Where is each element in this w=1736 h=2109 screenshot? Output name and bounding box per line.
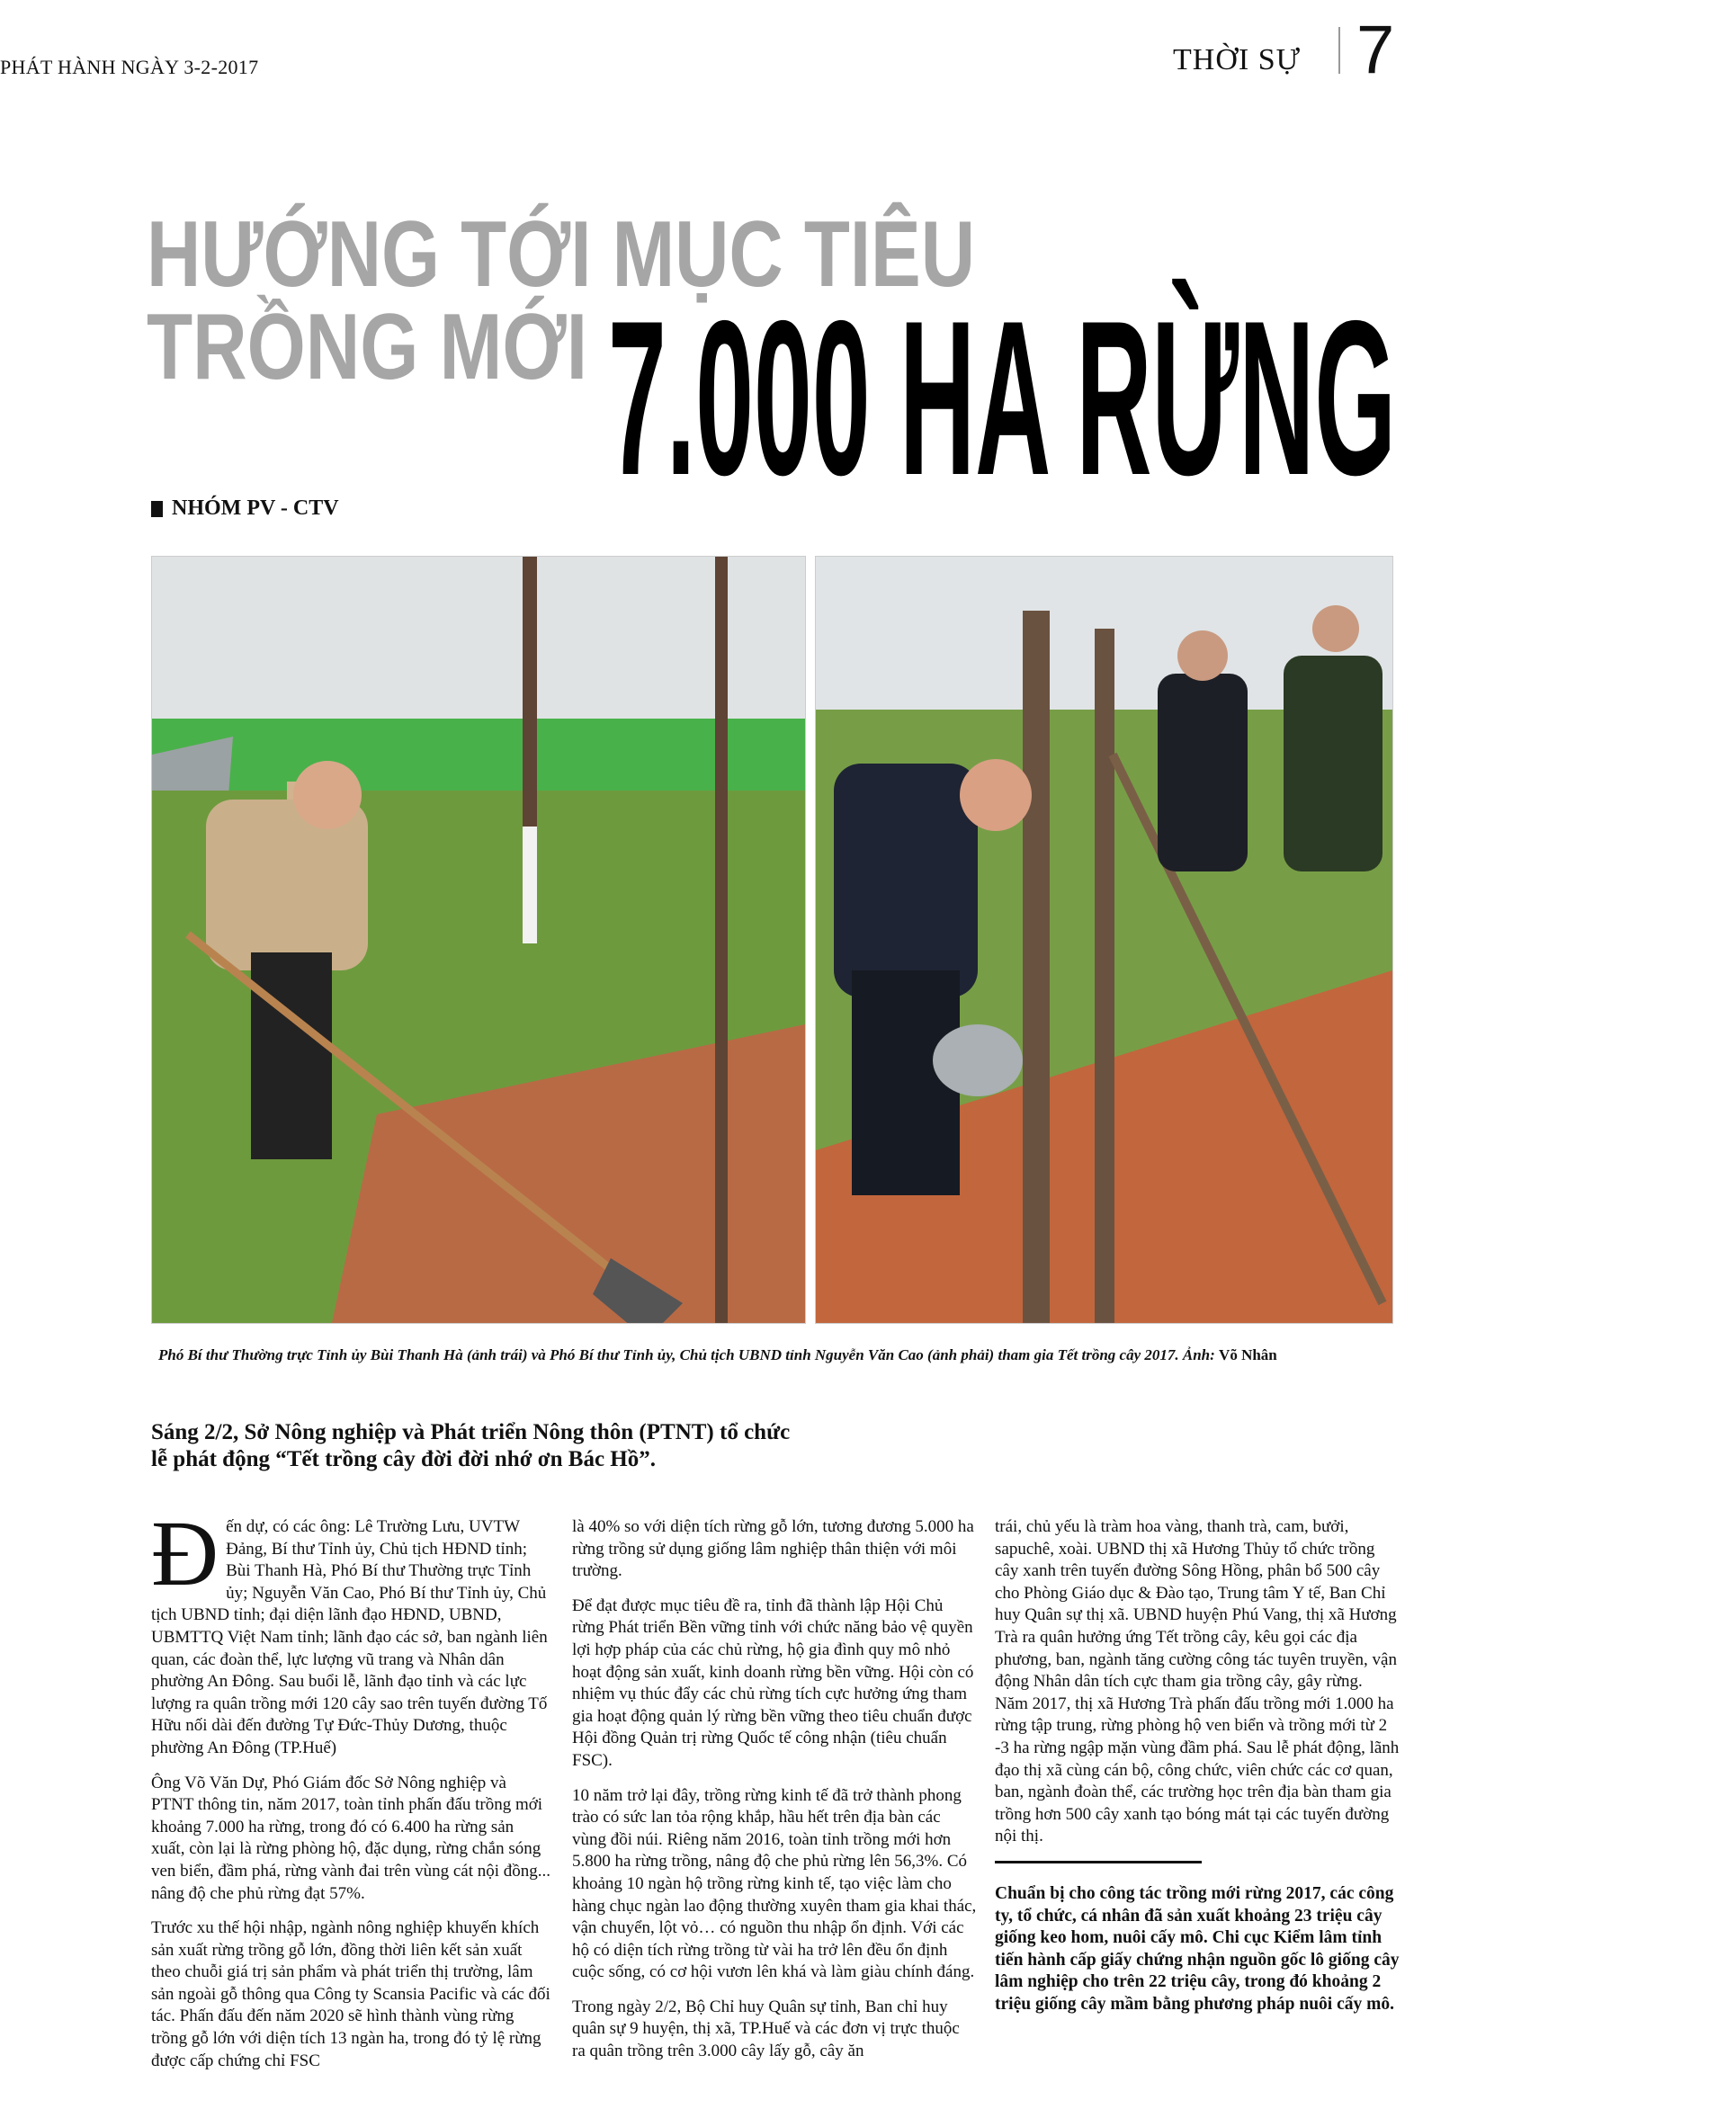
paragraph xyxy=(151,1502,551,1760)
headline xyxy=(0,0,1736,504)
caption-text: Phó Bí thư Thường trực Tỉnh ủy Bùi Thanh Hà (ảnh trái) và Phó Bí thư Tỉnh ủy, Chủ tịch UBND tỉnh Nguyễn Văn Cao (ảnh phải) tham gia Tết trồng cây 2017. Ảnh: xyxy=(158,1346,1215,1363)
paragraph: Để đạt được mục tiêu đề ra, tỉnh đã thành lập Hội Chủ rừng Phát triển Bền vững tỉnh với chức năng bảo vệ quyền lợi hợp pháp của các chủ rừng, hộ gia đình quy mô nhỏ hoạt động sản xuất, kinh doanh rừng bền vững. Hội còn có nhiệm vụ thúc đẩy các chủ rừng tích cực hưởng ứng tham gia hoạt động quản lý rừng bền vững theo tiêu chuẩn được Hội đồng Quản trị rừng Quốc tế công nhận (tiêu chuẩn FSC). xyxy=(572,1595,974,1770)
section-rule xyxy=(995,1861,1202,1863)
article-column-1 xyxy=(151,1502,551,2085)
paragraph: 10 năm trở lại đây, trồng rừng kinh tế đã trở thành phong trào có sức lan tỏa rộng khắp, hầu hết trên địa bàn các vùng đồi núi. Riêng năm 2016, toàn tỉnh trồng mới hơn 5.800 ha rừng trồng, nâng độ che phủ rừng lên 56,3%. Có khoảng 10 ngàn hộ trồng rừng kinh tế, tạo việc làm cho hàng chục ngàn lao động thường xuyên tham gia khai thác, vận chuyển, lột vỏ… có nguồn thu nhập ổn định. Với các hộ có diện tích rừng trồng từ vài ha trở lên đều ổn định cuộc sống, có cơ hội vươn lên khá và làm giàu chính đáng. xyxy=(572,1785,977,1982)
byline-text: NHÓM PV - CTV xyxy=(172,496,339,520)
paragraph: Trong ngày 2/2, Bộ Chỉ huy Quân sự tỉnh, Ban chỉ huy quân sự 9 huyện, thị xã, TP.Huế và các đơn vị trực thuộc ra quân trồng trên 3.000 cây lấy gỗ, cây ăn xyxy=(572,1997,960,2061)
article-column-2 xyxy=(572,1516,977,2076)
headline-line2: TRỒNG MỚI xyxy=(147,295,587,399)
paragraph-text: ến dự, có các ông: Lê Trường Lưu, UVTW Đảng, Bí thư Tỉnh ủy, Chủ tịch HĐND tỉnh; Bùi Thanh Hà, Phó Bí thư Thường trực Tỉnh ủy; Nguyễn Văn Cao, Phó Bí thư Tỉnh ủy, Chủ tịch UBND tỉnh; đại diện lãnh đạo HĐND, UBND, UBMTTQ Việt Nam tỉnh; lãnh đạo các sở, ban ngành liên quan, các đoàn thể, lực lượng vũ trang và Nhân dân phường An Đông. Sau buổi lễ, lãnh đạo tỉnh và các lực lượng ra quân trồng mới 120 cây sao trên tuyến đường Tố Hữu nối dài đến đường Tự Đức-Thủy Dương, thuộc phường An Đông (TP.Huế) xyxy=(151,1517,548,1757)
paragraph: Trước xu thế hội nhập, ngành nông nghiệp khuyến khích sản xuất rừng trồng gỗ lớn, đồng thời liên kết sản xuất theo chuỗi giá trị sản phẩm và phát triển thị trường, lâm sản ngoài gỗ thông qua Công ty Scansia Pacific và các đối tác. Phấn đấu đến năm 2020 sẽ hình thành vùng rừng trồng gỗ lớn với diện tích 13 ngàn ha, trong đó tỷ lệ rừng được cấp chứng chỉ FSC xyxy=(151,1918,550,2070)
issue-date: PHÁT HÀNH NGÀY 3-2-2017 xyxy=(0,56,259,78)
photo-left xyxy=(151,556,806,1324)
headline-line1: HƯỚNG TỚI MỤC TIÊU xyxy=(147,202,975,307)
article-column-3 xyxy=(995,1516,1400,2015)
photo-right xyxy=(815,556,1393,1324)
headline-emphasis: 7.000 HA RỪNG xyxy=(608,274,1396,504)
lead-paragraph: Sáng 2/2, Sở Nông nghiệp và Phát triển Nông thôn (PTNT) tổ chức lễ phát động “Tết trồng cây đời đời nhớ ơn Bác Hồ”. xyxy=(151,1420,791,1471)
photo-credit: Võ Nhân xyxy=(1219,1346,1277,1363)
byline xyxy=(151,496,339,521)
drop-cap: Đ xyxy=(151,1502,219,1605)
byline-square-icon xyxy=(151,501,163,517)
paragraph: Ông Võ Văn Dự, Phó Giám đốc Sở Nông nghiệp và PTNT thông tin, năm 2017, toàn tỉnh phấn đấu trồng mới khoảng 7.000 ha rừng, trong đó có 6.400 ha rừng sản xuất, còn lại là rừng phòng hộ, đặc dụng, rừng chắn sóng ven biển, đầm phá, rừng vành đai trên vùng cát nội đồng... nâng độ che phủ rừng đạt 57%. xyxy=(151,1773,551,1903)
paragraph: trái, chủ yếu là tràm hoa vàng, thanh trà, cam, bưởi, sapuchê, xoài. UBND thị xã Hương Thủy tổ chức trồng cây xanh trên tuyến đường Sông Hồng, phân bổ 500 cây cho Phòng Giáo dục & Đào tạo, Trung tâm Y tế, Ban Chỉ huy Quân sự thị xã. UBND huyện Phú Vang, thị xã Hương Trà ra quân hưởng ứng Tết trồng cây, kêu gọi các địa phương, ban, ngành tăng cường công tác tuyên truyền, vận động Nhân dân tích cực tham gia trồng cây, gây rừng. Năm 2017, thị xã Hương Trà phấn đấu trồng mới 1.000 ha rừng tập trung, rừng phòng hộ ven biển và trồng mới từ 2 -3 ha rừng ngập mặn vùng đầm phá. Sau lễ phát động, lãnh đạo thị xã cùng cán bộ, công chức, viên chức các cơ quan, ban, ngành đoàn thể, các trường học trên địa bàn tham gia trồng hơn 500 cây xanh tạo bóng mát tại các tuyến đường nội thị. xyxy=(995,1517,1400,1846)
photo-caption xyxy=(158,1346,1400,1364)
page-number: 7 xyxy=(1356,12,1395,88)
section-name: THỜI SỰ xyxy=(1173,43,1301,76)
paragraph: là 40% so với diện tích rừng gỗ lớn, tương đương 5.000 ha rừng trồng sử dụng giống lâm nghiệp thân thiện với môi trường. xyxy=(572,1517,974,1581)
sidebar-note: Chuẩn bị cho công tác trồng mới rừng 2017, các công ty, tổ chức, cá nhân đã sản xuất khoảng 23 triệu cây giống keo hom, nuôi cấy mô. Chi cục Kiểm lâm tỉnh tiến hành cấp giấy chứng nhận nguồn gốc lô giống cây lâm nghiệp cho trên 22 triệu cây, trong đó khoảng 2 triệu giống cây mầm bằng phương pháp nuôi cấy mô. xyxy=(995,1883,1400,2014)
